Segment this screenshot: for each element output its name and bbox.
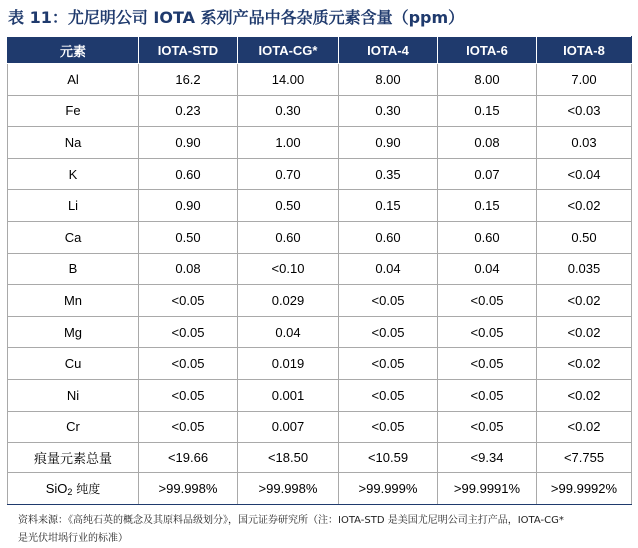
row-label: Mg	[8, 316, 139, 348]
table-cell: 0.70	[238, 158, 339, 190]
row-label: K	[8, 158, 139, 190]
table-cell: 0.04	[438, 253, 537, 285]
table-cell: >99.9992%	[537, 473, 632, 505]
row-label: Li	[8, 190, 139, 222]
table-row	[8, 348, 632, 380]
table-cell: 0.35	[339, 158, 438, 190]
table-cell: <0.04	[537, 158, 632, 190]
table-cell: 0.90	[139, 190, 238, 222]
table-cell: >99.998%	[238, 473, 339, 505]
source-line: 资料来源：《高纯石英的概念及其原料品级划分》，国元证券研究所（注：IOTA-STD 是美国尤尼明公司主打产品，IOTA-CG*	[18, 515, 564, 526]
table-cell: 0.90	[339, 127, 438, 159]
source-line: 是光伏坩埚行业的标准）	[18, 533, 128, 544]
table-row	[8, 95, 632, 127]
table-cell: <9.34	[438, 443, 537, 473]
table-cell: <0.05	[139, 411, 238, 443]
table-cell: <0.05	[339, 285, 438, 317]
table-cell: >99.998%	[139, 473, 238, 505]
table-row	[8, 379, 632, 411]
table-cell: 0.50	[139, 221, 238, 253]
row-label: Cr	[8, 411, 139, 443]
table-cell: <0.02	[537, 285, 632, 317]
table-cell: 8.00	[438, 64, 537, 96]
table-cell: 0.23	[139, 95, 238, 127]
table-cell: 0.50	[537, 221, 632, 253]
table-cell: 8.00	[339, 64, 438, 96]
column-header-element: 元素	[8, 37, 139, 64]
table-cell: <0.05	[438, 316, 537, 348]
impurity-table	[7, 36, 632, 505]
table-cell: 0.30	[238, 95, 339, 127]
column-header-iota-8: IOTA-8	[537, 37, 632, 64]
table-cell: <0.03	[537, 95, 632, 127]
table-cell: <0.05	[339, 379, 438, 411]
table-cell: 0.08	[139, 253, 238, 285]
table-cell: 14.00	[238, 64, 339, 96]
table-cell: 0.15	[339, 190, 438, 222]
table-cell: >99.999%	[339, 473, 438, 505]
table-cell: <0.05	[438, 379, 537, 411]
table-cell: 0.019	[238, 348, 339, 380]
table-cell: <0.05	[139, 348, 238, 380]
table-cell: 0.007	[238, 411, 339, 443]
table-cell: 0.50	[238, 190, 339, 222]
table-cell: 0.07	[438, 158, 537, 190]
row-label: Mn	[8, 285, 139, 317]
row-label	[8, 473, 139, 505]
table-row	[8, 190, 632, 222]
column-header-iota-4: IOTA-4	[339, 37, 438, 64]
table-cell: <10.59	[339, 443, 438, 473]
table-row	[8, 158, 632, 190]
table-cell: <0.02	[537, 348, 632, 380]
table-cell: <0.10	[238, 253, 339, 285]
table-cell: <0.02	[537, 411, 632, 443]
column-header-iota-std: IOTA-STD	[139, 37, 238, 64]
table-cell: 0.08	[438, 127, 537, 159]
purity-label: 纯度	[72, 482, 101, 497]
table-cell: <0.02	[537, 379, 632, 411]
table-cell: 0.03	[537, 127, 632, 159]
table-cell: 0.04	[238, 316, 339, 348]
row-label: Ni	[8, 379, 139, 411]
sio2-label: SiO	[45, 481, 68, 497]
table-cell: 0.15	[438, 190, 537, 222]
table-cell: <0.02	[537, 316, 632, 348]
table-row	[8, 253, 632, 285]
table-cell: 7.00	[537, 64, 632, 96]
row-label: Ca	[8, 221, 139, 253]
row-label: B	[8, 253, 139, 285]
table-cell: 0.029	[238, 285, 339, 317]
source-note	[18, 512, 628, 548]
table-row	[8, 411, 632, 443]
table-cell: 0.04	[339, 253, 438, 285]
table-cell: 0.001	[238, 379, 339, 411]
table-cell: 0.035	[537, 253, 632, 285]
table-row	[8, 127, 632, 159]
table-title: 表 11：尤尼明公司 IOTA 系列产品中各杂质元素含量（ppm）	[8, 8, 465, 27]
table-cell: 1.00	[238, 127, 339, 159]
table-cell: <0.05	[438, 348, 537, 380]
table-cell: <18.50	[238, 443, 339, 473]
table-row	[8, 64, 632, 96]
table-cell: <0.05	[339, 411, 438, 443]
table-cell: 0.60	[238, 221, 339, 253]
subscript: 2	[67, 487, 73, 498]
row-label: Fe	[8, 95, 139, 127]
table-cell: <0.05	[139, 316, 238, 348]
table-cell: <0.05	[438, 411, 537, 443]
table-row	[8, 285, 632, 317]
row-label: Na	[8, 127, 139, 159]
row-label: Al	[8, 64, 139, 96]
table-cell: 16.2	[139, 64, 238, 96]
table-cell: 0.60	[339, 221, 438, 253]
row-label: 痕量元素总量	[8, 443, 139, 473]
column-header-iota-cg: IOTA-CG*	[238, 37, 339, 64]
total-row	[8, 443, 632, 473]
column-header-iota-6: IOTA-6	[438, 37, 537, 64]
table-cell: <0.05	[339, 316, 438, 348]
table-cell: <0.05	[339, 348, 438, 380]
table-cell: 0.60	[139, 158, 238, 190]
table-cell: <0.05	[139, 285, 238, 317]
table-row	[8, 316, 632, 348]
table-cell: <7.755	[537, 443, 632, 473]
purity-row	[8, 473, 632, 505]
table-cell: 0.90	[139, 127, 238, 159]
row-label: Cu	[8, 348, 139, 380]
table-cell: 0.60	[438, 221, 537, 253]
table-cell: <19.66	[139, 443, 238, 473]
table-cell: 0.15	[438, 95, 537, 127]
table-cell: 0.30	[339, 95, 438, 127]
table-cell: <0.05	[139, 379, 238, 411]
table-cell: >99.9991%	[438, 473, 537, 505]
table-cell: <0.02	[537, 190, 632, 222]
table-row	[8, 221, 632, 253]
table-header-row	[8, 37, 632, 64]
table-cell: <0.05	[438, 285, 537, 317]
